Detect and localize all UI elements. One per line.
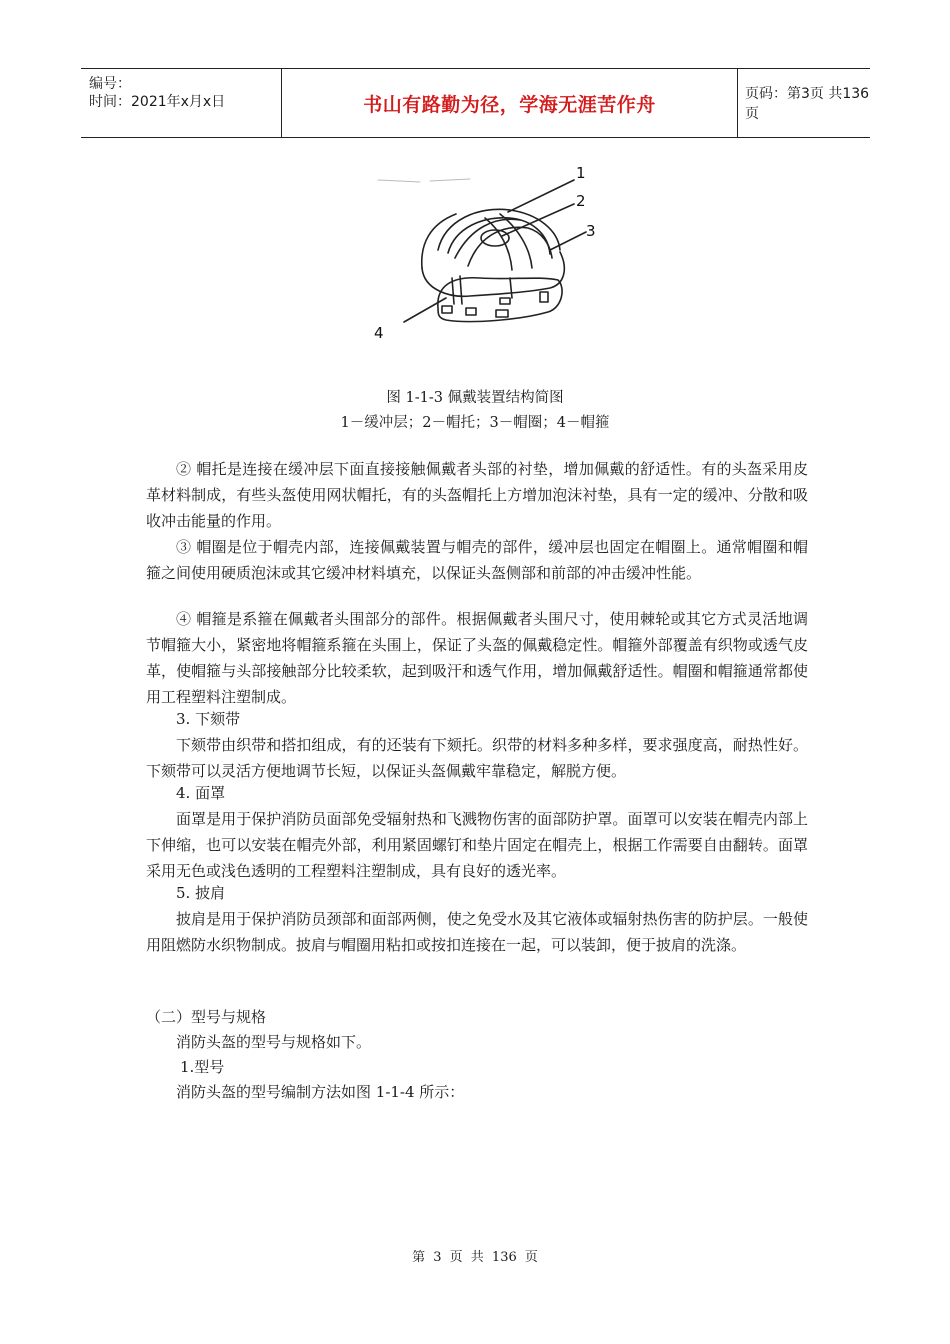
item-model-heading: 1.型号 xyxy=(180,1058,225,1076)
item-model-text: 消防头盔的型号编制方法如图 1-1-4 所示： xyxy=(176,1083,465,1101)
heading-chin-strap: 3. 下颏带 xyxy=(176,710,241,728)
section-intro: 消防头盔的型号与规格如下。 xyxy=(176,1033,372,1051)
figure-caption-title: 图 1-1-3 佩戴装置结构简图 xyxy=(386,390,564,406)
callout-4: 4 xyxy=(374,324,384,342)
header-motto: 书山有路勤为径，学海无涯苦作舟 xyxy=(281,69,738,137)
document-number-label: 编号： xyxy=(89,76,131,92)
header-page-info xyxy=(737,69,870,137)
page-footer: 第 3 页 共 136 页 xyxy=(412,1250,538,1265)
paragraph-hat-cradle: ② 帽托是连接在缓冲层下面直接接触佩戴者头部的衬垫，增加佩戴的舒适性。有的头盔采用皮革材料制成，有些头盔使用网状帽托，有的头盔帽托上方增加泡沫衬垫，具有一定的缓冲、分散和吸收冲击能量的作用。 xyxy=(146,460,808,530)
page-header xyxy=(81,68,870,138)
helmet-structure-diagram xyxy=(360,158,610,353)
paragraph-chin-strap: 下颏带由织带和搭扣组成，有的还装有下颏托。织带的材料多种多样，要求强度高，耐热性好。下颏带可以灵活方便地调节长短，以保证头盔佩戴牢靠稳定，解脱方便。 xyxy=(146,736,808,780)
section-heading-model-spec: （二）型号与规格 xyxy=(146,1008,267,1026)
heading-face-shield: 4. 面罩 xyxy=(176,784,226,802)
callout-1: 1 xyxy=(576,164,586,182)
paragraph-hat-ring: ③ 帽圈是位于帽壳内部，连接佩戴装置与帽壳的部件，缓冲层也固定在帽圈上。通常帽圈和帽箍之间使用硬质泡沫或其它缓冲材料填充，以保证头盔侧部和前部的冲击缓冲性能。 xyxy=(146,538,808,582)
header-meta xyxy=(81,69,281,137)
header-page-label: 页码：第3页 共136页 xyxy=(745,86,870,122)
paragraph-headband: ④ 帽箍是系箍在佩戴者头围部分的部件。根据佩戴者头围尺寸，使用棘轮或其它方式灵活地调节帽箍大小，紧密地将帽箍系箍在头围上，保证了头盔的佩戴稳定性。帽箍外部覆盖有织物或透气皮革，使帽箍与头部接触部分比较柔软，起到吸汗和透气作用，增加佩戴舒适性。帽圈和帽箍通常都使用工程塑料注塑制成。 xyxy=(146,610,808,706)
callout-2: 2 xyxy=(576,192,586,210)
document-date-label: 时间：2021年x月x日 xyxy=(89,94,226,110)
callout-3: 3 xyxy=(586,222,596,240)
heading-neck-curtain: 5. 披肩 xyxy=(176,884,226,902)
paragraph-face-shield: 面罩是用于保护消防员面部免受辐射热和飞溅物伤害的面部防护罩。面罩可以安装在帽壳内部上下伸缩，也可以安装在帽壳外部，利用紧固螺钉和垫片固定在帽壳上，根据工作需要自由翻转。面罩采用无色或浅色透明的工程塑料注塑制成，具有良好的透光率。 xyxy=(146,810,808,880)
figure-caption-legend: 1－缓冲层；2－帽托；3－帽圈；4－帽箍 xyxy=(340,415,610,431)
paragraph-neck-curtain: 披肩是用于保护消防员颈部和面部两侧，使之免受水及其它液体或辐射热伤害的防护层。一般使用阻燃防水织物制成。披肩与帽圈用粘扣或按扣连接在一起，可以装卸，便于披肩的洗涤。 xyxy=(146,910,808,954)
